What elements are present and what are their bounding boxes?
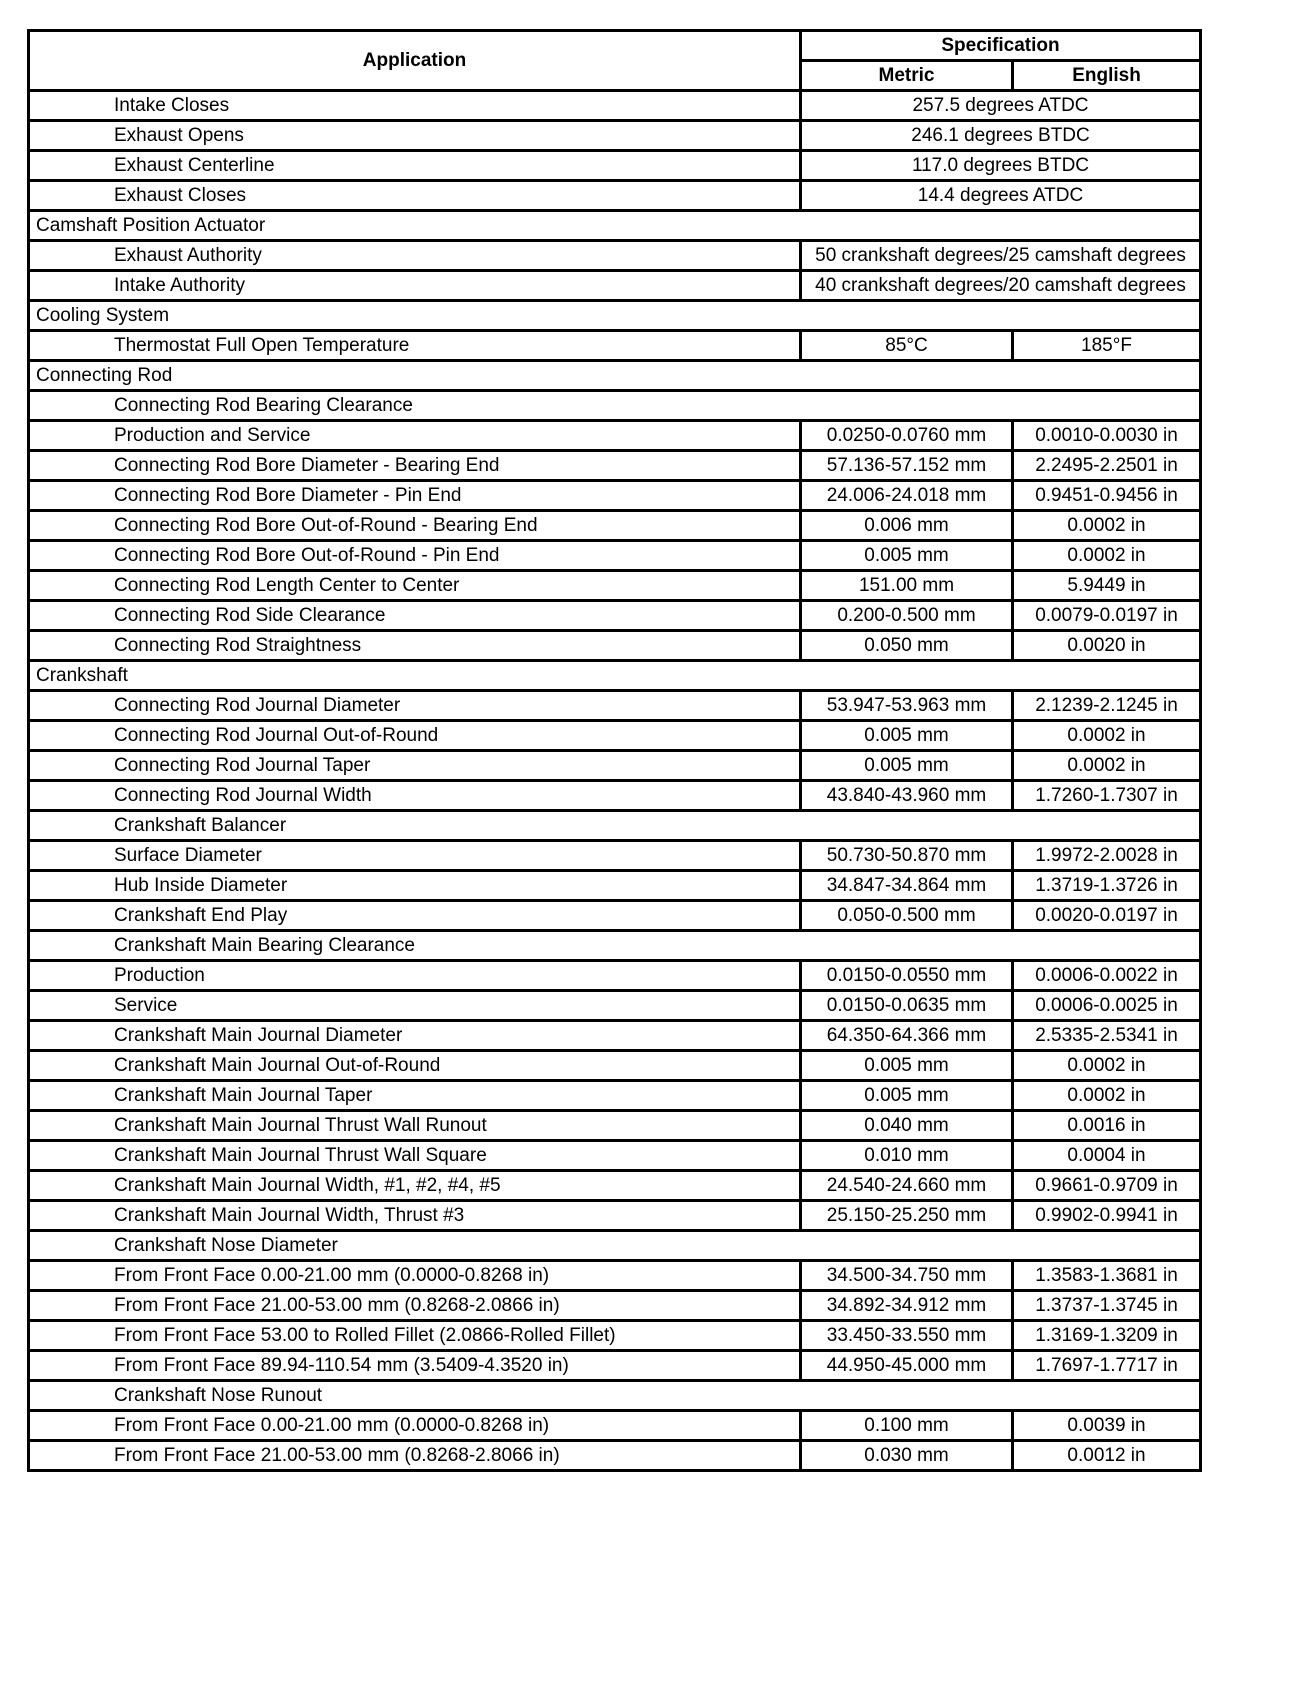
header-application: Application xyxy=(29,31,801,91)
english-cell: 0.0020-0.0197 in xyxy=(1013,901,1201,931)
table-row xyxy=(29,991,1201,1021)
table-row xyxy=(29,391,1201,421)
application-cell: Crankshaft End Play xyxy=(29,901,801,931)
specification-cell: 246.1 degrees BTDC xyxy=(801,121,1201,151)
application-cell: Crankshaft Main Journal Diameter xyxy=(29,1021,801,1051)
application-cell: From Front Face 21.00-53.00 mm (0.8268-2.8066 in) xyxy=(29,1441,801,1471)
table-row xyxy=(29,961,1201,991)
metric-cell: 34.892-34.912 mm xyxy=(801,1291,1013,1321)
table-row xyxy=(29,91,1201,121)
section-label: Camshaft Position Actuator xyxy=(29,211,1201,241)
english-cell: 0.0002 in xyxy=(1013,511,1201,541)
specification-cell: 40 crankshaft degrees/20 camshaft degrees xyxy=(801,271,1201,301)
table-row xyxy=(29,331,1201,361)
english-cell: 2.5335-2.5341 in xyxy=(1013,1021,1201,1051)
table-row xyxy=(29,1411,1201,1441)
metric-cell: 53.947-53.963 mm xyxy=(801,691,1013,721)
application-cell: Production xyxy=(29,961,801,991)
english-cell: 1.3583-1.3681 in xyxy=(1013,1261,1201,1291)
table-row xyxy=(29,421,1201,451)
section-row xyxy=(29,661,1201,691)
section-label: Crankshaft xyxy=(29,661,1201,691)
metric-cell: 24.006-24.018 mm xyxy=(801,481,1013,511)
application-cell: Connecting Rod Journal Diameter xyxy=(29,691,801,721)
metric-cell: 0.0250-0.0760 mm xyxy=(801,421,1013,451)
specification-cell: 257.5 degrees ATDC xyxy=(801,91,1201,121)
english-cell: 0.0004 in xyxy=(1013,1141,1201,1171)
metric-cell: 34.500-34.750 mm xyxy=(801,1261,1013,1291)
english-cell: 0.0006-0.0025 in xyxy=(1013,991,1201,1021)
metric-cell: 0.050 mm xyxy=(801,631,1013,661)
table-row xyxy=(29,721,1201,751)
table-row xyxy=(29,1201,1201,1231)
section-label: Connecting Rod xyxy=(29,361,1201,391)
metric-cell: 0.005 mm xyxy=(801,751,1013,781)
metric-cell: 0.005 mm xyxy=(801,1081,1013,1111)
metric-cell: 25.150-25.250 mm xyxy=(801,1201,1013,1231)
table-row xyxy=(29,511,1201,541)
application-cell: Intake Authority xyxy=(29,271,801,301)
table-row xyxy=(29,1141,1201,1171)
header-english: English xyxy=(1013,61,1201,91)
english-cell: 1.7697-1.7717 in xyxy=(1013,1351,1201,1381)
table-row xyxy=(29,931,1201,961)
english-cell: 0.0002 in xyxy=(1013,1051,1201,1081)
metric-cell: 0.005 mm xyxy=(801,541,1013,571)
english-cell: 0.0002 in xyxy=(1013,751,1201,781)
application-cell: Hub Inside Diameter xyxy=(29,871,801,901)
metric-cell: 151.00 mm xyxy=(801,571,1013,601)
metric-cell: 50.730-50.870 mm xyxy=(801,841,1013,871)
metric-cell: 85°C xyxy=(801,331,1013,361)
subsection-label: Crankshaft Nose Runout xyxy=(29,1381,1201,1411)
application-cell: From Front Face 89.94-110.54 mm (3.5409-4.3520 in) xyxy=(29,1351,801,1381)
table-row xyxy=(29,841,1201,871)
english-cell: 0.0002 in xyxy=(1013,541,1201,571)
application-cell: Production and Service xyxy=(29,421,801,451)
section-label: Cooling System xyxy=(29,301,1201,331)
english-cell: 0.9902-0.9941 in xyxy=(1013,1201,1201,1231)
table-row xyxy=(29,1021,1201,1051)
application-cell: Service xyxy=(29,991,801,1021)
section-row xyxy=(29,211,1201,241)
application-cell: Intake Closes xyxy=(29,91,801,121)
metric-cell: 43.840-43.960 mm xyxy=(801,781,1013,811)
application-cell: From Front Face 21.00-53.00 mm (0.8268-2.0866 in) xyxy=(29,1291,801,1321)
english-cell: 1.3737-1.3745 in xyxy=(1013,1291,1201,1321)
english-cell: 0.9451-0.9456 in xyxy=(1013,481,1201,511)
application-cell: From Front Face 0.00-21.00 mm (0.0000-0.8268 in) xyxy=(29,1261,801,1291)
application-cell: Connecting Rod Side Clearance xyxy=(29,601,801,631)
english-cell: 0.0012 in xyxy=(1013,1441,1201,1471)
application-cell: Crankshaft Main Journal Width, #1, #2, #4, #5 xyxy=(29,1171,801,1201)
english-cell: 0.0016 in xyxy=(1013,1111,1201,1141)
application-cell: Exhaust Opens xyxy=(29,121,801,151)
application-cell: Connecting Rod Length Center to Center xyxy=(29,571,801,601)
table-row xyxy=(29,601,1201,631)
subsection-label: Crankshaft Main Bearing Clearance xyxy=(29,931,1201,961)
metric-cell: 0.005 mm xyxy=(801,1051,1013,1081)
application-cell: Exhaust Authority xyxy=(29,241,801,271)
table-row xyxy=(29,121,1201,151)
english-cell: 0.0006-0.0022 in xyxy=(1013,961,1201,991)
table-row xyxy=(29,271,1201,301)
metric-cell: 0.005 mm xyxy=(801,721,1013,751)
application-cell: Surface Diameter xyxy=(29,841,801,871)
section-row xyxy=(29,301,1201,331)
metric-cell: 24.540-24.660 mm xyxy=(801,1171,1013,1201)
table-row xyxy=(29,451,1201,481)
metric-cell: 64.350-64.366 mm xyxy=(801,1021,1013,1051)
application-cell: Connecting Rod Journal Out-of-Round xyxy=(29,721,801,751)
english-cell: 0.0079-0.0197 in xyxy=(1013,601,1201,631)
table-row xyxy=(29,1351,1201,1381)
english-cell: 0.0002 in xyxy=(1013,1081,1201,1111)
metric-cell: 0.100 mm xyxy=(801,1411,1013,1441)
english-cell: 1.3719-1.3726 in xyxy=(1013,871,1201,901)
english-cell: 0.0020 in xyxy=(1013,631,1201,661)
subsection-label: Crankshaft Balancer xyxy=(29,811,1201,841)
english-cell: 185°F xyxy=(1013,331,1201,361)
metric-cell: 0.030 mm xyxy=(801,1441,1013,1471)
application-cell: Crankshaft Main Journal Out-of-Round xyxy=(29,1051,801,1081)
metric-cell: 0.050-0.500 mm xyxy=(801,901,1013,931)
application-cell: Exhaust Centerline xyxy=(29,151,801,181)
table-row xyxy=(29,541,1201,571)
metric-cell: 0.0150-0.0550 mm xyxy=(801,961,1013,991)
table-row xyxy=(29,1231,1201,1261)
english-cell: 0.0039 in xyxy=(1013,1411,1201,1441)
table-row xyxy=(29,1291,1201,1321)
table-row xyxy=(29,811,1201,841)
english-cell: 1.7260-1.7307 in xyxy=(1013,781,1201,811)
application-cell: Crankshaft Main Journal Thrust Wall Square xyxy=(29,1141,801,1171)
table-row xyxy=(29,691,1201,721)
application-cell: Crankshaft Main Journal Width, Thrust #3 xyxy=(29,1201,801,1231)
table-row xyxy=(29,1081,1201,1111)
specification-cell: 14.4 degrees ATDC xyxy=(801,181,1201,211)
application-cell: Connecting Rod Bore Out-of-Round - Bearing End xyxy=(29,511,801,541)
application-cell: Connecting Rod Bore Diameter - Bearing End xyxy=(29,451,801,481)
metric-cell: 33.450-33.550 mm xyxy=(801,1321,1013,1351)
metric-cell: 44.950-45.000 mm xyxy=(801,1351,1013,1381)
english-cell: 2.1239-2.1245 in xyxy=(1013,691,1201,721)
english-cell: 1.3169-1.3209 in xyxy=(1013,1321,1201,1351)
table-row xyxy=(29,1381,1201,1411)
application-cell: From Front Face 0.00-21.00 mm (0.0000-0.8268 in) xyxy=(29,1411,801,1441)
table-row xyxy=(29,631,1201,661)
application-cell: Connecting Rod Bore Out-of-Round - Pin End xyxy=(29,541,801,571)
table-row xyxy=(29,241,1201,271)
metric-cell: 34.847-34.864 mm xyxy=(801,871,1013,901)
table-row xyxy=(29,151,1201,181)
table-row xyxy=(29,1111,1201,1141)
header-specification: Specification xyxy=(801,31,1201,61)
application-cell: Connecting Rod Bore Diameter - Pin End xyxy=(29,481,801,511)
metric-cell: 0.010 mm xyxy=(801,1141,1013,1171)
metric-cell: 0.006 mm xyxy=(801,511,1013,541)
english-cell: 2.2495-2.2501 in xyxy=(1013,451,1201,481)
section-row xyxy=(29,361,1201,391)
table-row xyxy=(29,481,1201,511)
metric-cell: 0.200-0.500 mm xyxy=(801,601,1013,631)
table-row xyxy=(29,751,1201,781)
table-row xyxy=(29,1171,1201,1201)
subsection-label: Crankshaft Nose Diameter xyxy=(29,1231,1201,1261)
application-cell: Connecting Rod Straightness xyxy=(29,631,801,661)
application-cell: Crankshaft Main Journal Thrust Wall Runout xyxy=(29,1111,801,1141)
metric-cell: 0.040 mm xyxy=(801,1111,1013,1141)
english-cell: 1.9972-2.0028 in xyxy=(1013,841,1201,871)
english-cell: 0.9661-0.9709 in xyxy=(1013,1171,1201,1201)
english-cell: 0.0010-0.0030 in xyxy=(1013,421,1201,451)
specification-table xyxy=(27,29,1202,1472)
table-row xyxy=(29,1441,1201,1471)
application-cell: Connecting Rod Journal Width xyxy=(29,781,801,811)
table-row xyxy=(29,871,1201,901)
table-row xyxy=(29,571,1201,601)
header-metric: Metric xyxy=(801,61,1013,91)
application-cell: Thermostat Full Open Temperature xyxy=(29,331,801,361)
subsection-label: Connecting Rod Bearing Clearance xyxy=(29,391,1201,421)
table-row xyxy=(29,1051,1201,1081)
application-cell: From Front Face 53.00 to Rolled Fillet (2.0866-Rolled Fillet) xyxy=(29,1321,801,1351)
application-cell: Crankshaft Main Journal Taper xyxy=(29,1081,801,1111)
specification-cell: 117.0 degrees BTDC xyxy=(801,151,1201,181)
application-cell: Connecting Rod Journal Taper xyxy=(29,751,801,781)
specification-cell: 50 crankshaft degrees/25 camshaft degrees xyxy=(801,241,1201,271)
english-cell: 0.0002 in xyxy=(1013,721,1201,751)
table-row xyxy=(29,781,1201,811)
application-cell: Exhaust Closes xyxy=(29,181,801,211)
english-cell: 5.9449 in xyxy=(1013,571,1201,601)
table-row xyxy=(29,1261,1201,1291)
table-row xyxy=(29,901,1201,931)
metric-cell: 0.0150-0.0635 mm xyxy=(801,991,1013,1021)
metric-cell: 57.136-57.152 mm xyxy=(801,451,1013,481)
table-row xyxy=(29,1321,1201,1351)
table-row xyxy=(29,181,1201,211)
